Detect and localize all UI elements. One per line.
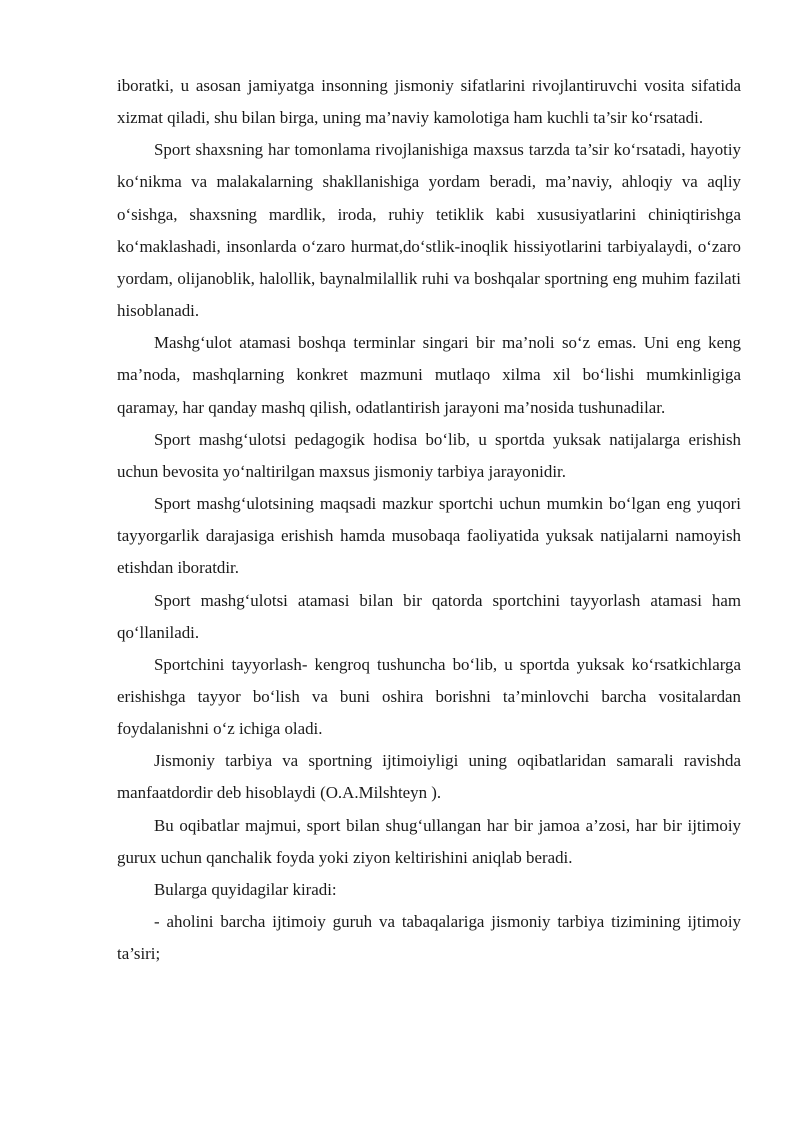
paragraph-continuation: iboratki, u asosan jamiyatga insonning jismoniy sifatlarini rivojlantiruvchi vosita sifatida xizmat qiladi, shu bilan birga, uning ma’naviy kamolotiga ham kuchli ta’sir ko‘rsatadi. (117, 76, 741, 128)
paragraph-training-goal: Sport mashg‘ulotsining maqsadi mazkur sportchi uchun mumkin bo‘lgan eng yuqori tayyorgarlik darajasiga erishish hamda musobaqa faoliyatida yuksak natijalarni namoyish etishdan iboratdir. (117, 494, 741, 578)
list-item: - aholini barcha ijtimoiy guruh va tabaqalariga jismoniy tarbiya tizimining ijtimoiy ta’siri; (117, 912, 741, 964)
paragraph-training-term: Mashg‘ulot atamasi boshqa terminlar singari bir ma’noli so‘z emas. Uni eng keng ma’noda, mashqlarning konkret mazmuni mutlaqo xilma xil bo‘lishi mumkinligiga qaramay, har qanday mashq qilish, odatlantirish jarayoni ma’nosida tushunadilar. (117, 333, 741, 417)
paragraph-training-definition: Sport mashg‘ulotsi pedagogik hodisa bo‘lib, u sportda yuksak natijalarga erishish uchun bevosita yo‘naltirilgan maxsus jismoniy tarbiya jarayonidir. (117, 429, 741, 481)
paragraph-consequences: Bu oqibatlar majmui, sport bilan shug‘ullangan har bir jamoa a’zosi, har bir ijtimoiy gurux uchun qanchalik foyda yoki ziyon keltirishini aniqlab beradi. (117, 815, 741, 867)
paragraph-social-aspect: Jismoniy tarbiya va sportning ijtimoiyligi uning oqibatlaridan samarali ravishda manfaatdordir deb hisoblaydi (O.A.Milshteyn ). (117, 751, 741, 803)
document-page (117, 70, 741, 970)
paragraph-list-intro: Bularga quyidagilar kiradi: (154, 879, 337, 899)
paragraph-preparation-definition: Sportchini tayyorlash- kengroq tushuncha bo‘lib, u sportda yuksak ko‘rsatkichlarga erishishga tayyor bo‘lish va buni oshira borishni ta’minlovchi barcha vositalardan foydalanishni o‘z ichiga oladi. (117, 654, 741, 739)
paragraph-preparation-term: Sport mashg‘ulotsi atamasi bilan bir qatorda sportchini tayyorlash atamasi ham qo‘llaniladi. (117, 590, 741, 642)
paragraph-sport-development: Sport shaxsning har tomonlama rivojlanishiga maxsus tarzda ta’sir ko‘rsatadi, hayotiy ko‘nikma va malakalarning shakllanishiga yordam beradi, ma’naviy, ahloqiy va aqliy o‘sishga, shaxsning mardlik, iroda, ruhiy tetiklik kabi xususiyatlarini chiniqtirishga ko‘maklashadi, insonlarda o‘zaro hurmat,do‘stlik-inoqlik hissiyotlarini tarbiyalaydi, o‘zaro yordam, olijanoblik, halollik, baynalmilallik ruhi va boshqalar sportning eng muhim fazilati hisoblanadi. (117, 140, 741, 321)
